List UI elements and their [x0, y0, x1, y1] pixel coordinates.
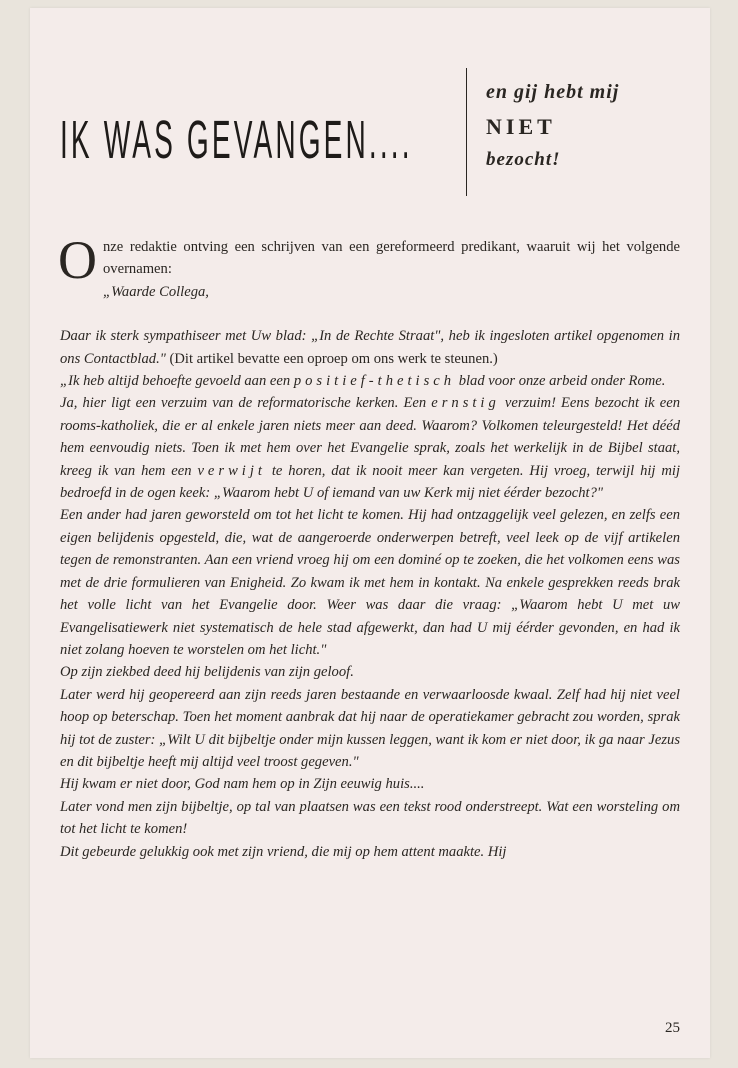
paragraph-3	[60, 392, 680, 504]
page	[30, 8, 710, 1058]
header-divider	[466, 68, 467, 196]
paragraph-3-c: te horen, dat ik nooit meer kan vergeten. Hij vroeg, terwijl hij mij bedroefd in de ogen keek: „Waarom hebt U of iemand van uw Kerk mij niet éérder bezocht?"	[60, 462, 681, 502]
intro-paragraph	[58, 230, 680, 290]
paragraph-7: Hij kwam er niet door, God nam hem op in Zijn eeuwig huis....	[60, 776, 425, 793]
paragraph-3-spaced-2: verwijt	[197, 462, 266, 479]
intro-text: nze redaktie ontving een schrijven van een gereformeerd predikant, waaruit wij het volgende overnamen:	[103, 239, 680, 278]
paragraph-9: Dit gebeurde gelukkig ook met zijn vriend, die mij op hem attent maakte. Hij	[60, 843, 507, 860]
paragraph-3-b: verzuim! Eens bezocht ik een rooms-katholiek, die er al enkele jaren niets meer aan deed. Waarom? Volkomen teleurgesteld! Het dééd hem eenvoudig niets. Toen ik met hem over het Evangelie sprak, zoals het werkelijk in de Bijbel staat, kreeg ik van hem een	[60, 395, 680, 479]
paragraph-5: Op zijn ziekbed deed hij belijdenis van zijn geloof.	[60, 664, 354, 681]
paragraph-8: Later vond men zijn bijbeltje, op tal van plaatsen was een tekst rood onderstreept. Wat een worsteling om tot het licht te komen!	[60, 798, 680, 838]
paragraph-6: Later werd hij geopereerd aan zijn reeds jaren bestaande en verwaarloosde kwaal. Zelf had hij niet veel hoop op beterschap. Toen het moment aanbrak dat hij naar de operatiekamer gebracht zou worden, sprak hij tot de zuster: „Wilt U dit bijbeltje onder mijn kussen leggen, want ik kom er niet door, ik ga naar Jezus en dit bijbeltje heeft mij altijd veel troost gegeven."	[60, 686, 680, 770]
article-header	[30, 8, 710, 208]
header-subtitle	[486, 78, 686, 174]
paragraph-2-a: „Ik heb altijd behoefte gevoeld aan een	[60, 373, 294, 390]
paragraph-2	[60, 370, 680, 392]
article-body	[58, 230, 681, 863]
paragraph-2-b: blad voor onze arbeid onder Rome.	[455, 373, 666, 390]
article-title: IK WAS GEVANGEN....	[60, 110, 413, 170]
paragraph-1-quote: Daar ik sterk sympathiseer met Uw blad: „In de Rechte Straat", heb ik ingesloten artikel opgenomen in ons Contactblad."	[60, 328, 680, 367]
paragraph-4: Een ander had jaren geworsteld om tot het licht te komen. Hij had ontzaggelijk veel gelezen, en zelfs een eigen belijdenis opgesteld, die, wat de aangeroerde onderwerpen betreft, veel leek op de vijf artikelen tegen de remonstranten. Aan een vriend vroeg hij om een dominé op te zoeken, die het volkomen eens was met de drie formulieren van Enigheid. Zo kwam ik met hem in kontakt. Na enkele gesprekken reeds brak het volle licht van het Evangelie door. Weer was daar die vraag: „Waarom hebt U met uw Evangelisatiewerk niet systematisch de hele stad afgewerkt, dan had U mij éérder gevonden, en had ik niet zolang hoeven te worstelen om het licht."	[60, 507, 680, 658]
subtitle-line-2: NIET	[486, 114, 556, 139]
page-number: 25	[665, 1020, 680, 1036]
paragraph-1-note: (Dit artikel bevatte een oproep om ons werk te steunen.)	[165, 350, 498, 367]
paragraph-3-a: Ja, hier ligt een verzuim van de reformatorische kerken. Een	[60, 395, 432, 412]
subtitle-line-3: bezocht!	[486, 149, 561, 170]
salutation: „Waarde Collega,	[103, 283, 209, 300]
drop-cap: O	[58, 230, 97, 290]
paragraph-3-spaced: ernstig	[431, 395, 500, 412]
paragraph-1	[60, 325, 680, 370]
paragraph-2-spaced: positief-thetisch	[293, 373, 456, 390]
subtitle-line-1: en gij hebt mij	[486, 81, 620, 103]
